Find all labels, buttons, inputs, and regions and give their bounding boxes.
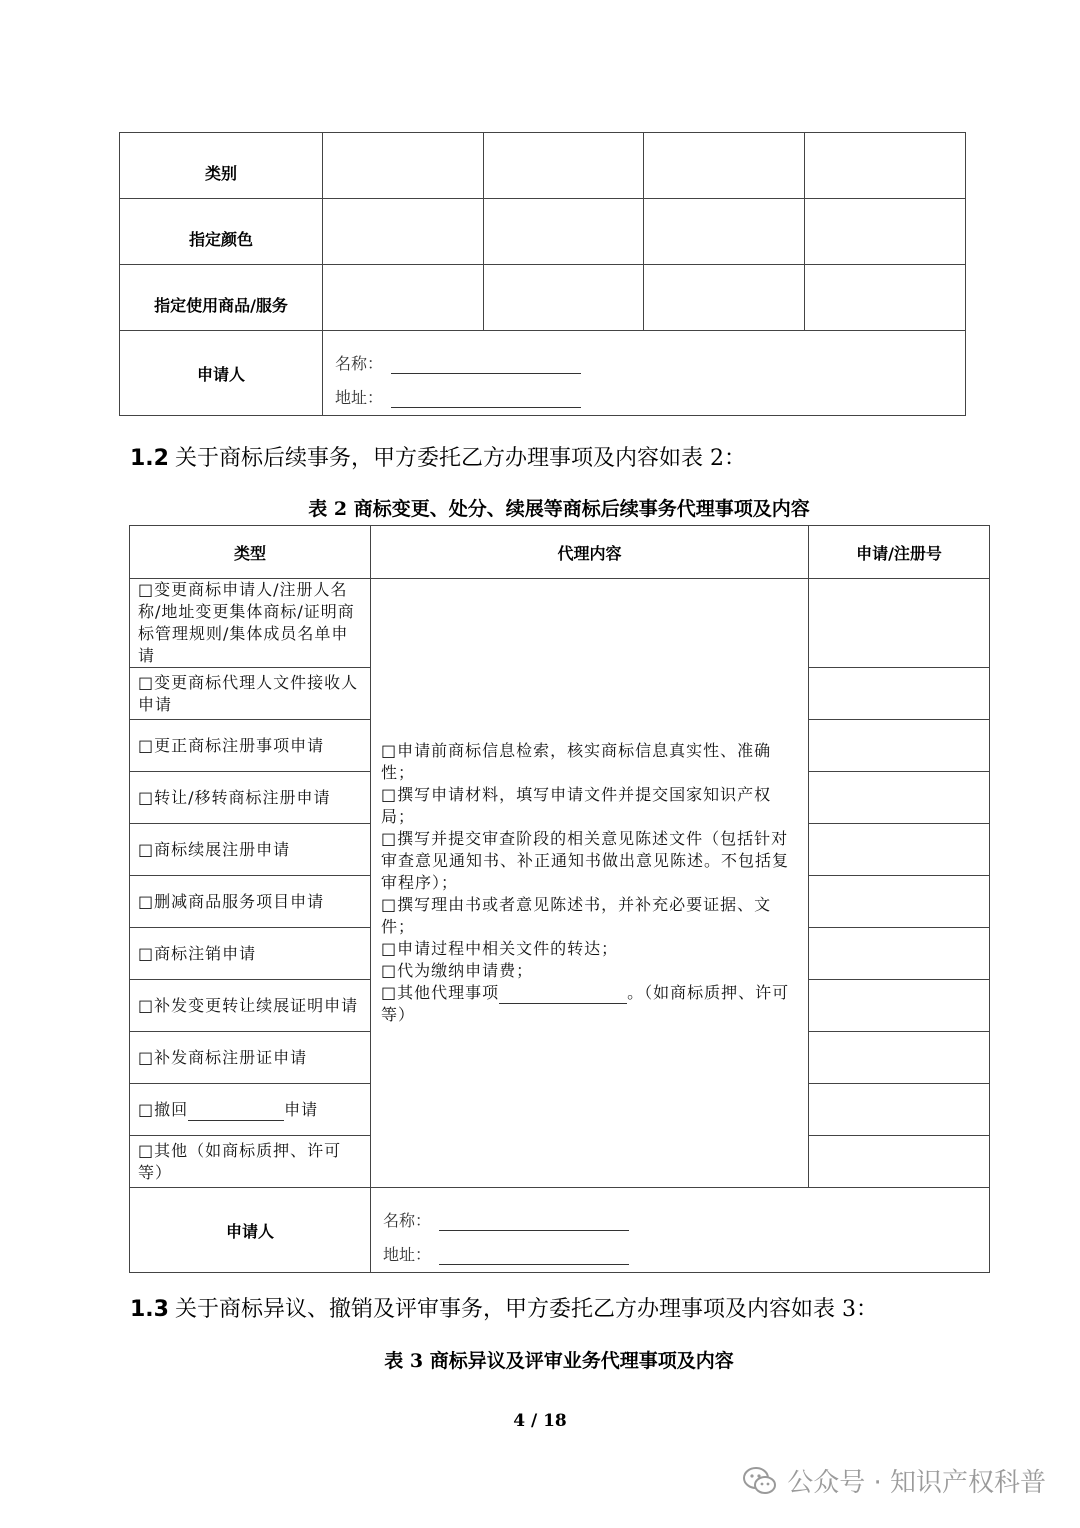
applicant-label: 申请人 — [120, 331, 323, 416]
section-heading-1-2: 1.2 关于商标后续事务，甲方委托乙方办理事项及内容如表 2： — [130, 446, 746, 471]
row-label-category: 类别 — [120, 133, 323, 199]
reg-no-cell[interactable] — [809, 824, 990, 876]
name-field[interactable]: 名称： — [371, 1195, 989, 1231]
content-item[interactable]: □代为缴纳申请费； — [381, 961, 534, 980]
type-checkbox-other[interactable]: □其他（如商标质押、许可等） — [130, 1136, 371, 1188]
content-item[interactable]: □申请前商标信息检索，核实商标信息真实性、准确性； — [381, 741, 772, 782]
table-row-applicant — [120, 331, 966, 416]
table-1 — [119, 132, 966, 416]
applicant-fields — [371, 1188, 990, 1273]
table-row — [120, 199, 966, 265]
type-checkbox-renewal[interactable]: □商标续展注册申请 — [130, 824, 371, 876]
content-item[interactable]: □撰写申请材料，填写申请文件并提交国家知识产权局； — [381, 785, 772, 826]
type-checkbox-change-applicant[interactable]: □变更商标申请人/注册人名称/地址变更集体商标/证明商标管理规则/集体成员名单申请 — [130, 579, 371, 668]
type-checkbox-change-agent[interactable]: □变更商标代理人文件接收人申请 — [130, 668, 371, 720]
table-2-caption: 表 2 商标变更、处分、续展等商标后续事务代理事项及内容 — [308, 498, 810, 520]
header-type: 类型 — [130, 526, 371, 579]
type-checkbox-correction[interactable]: □更正商标注册事项申请 — [130, 720, 371, 772]
type-checkbox-reissue-certificate[interactable]: □补发变更转让续展证明申请 — [130, 980, 371, 1032]
table-row — [130, 579, 990, 668]
reg-no-cell[interactable] — [809, 876, 990, 928]
reg-no-cell[interactable] — [809, 772, 990, 824]
type-checkbox-cancellation[interactable]: □商标注销申请 — [130, 928, 371, 980]
type-checkbox-reduce-items[interactable]: □删减商品服务项目申请 — [130, 876, 371, 928]
row-label-color: 指定颜色 — [120, 199, 323, 265]
blank-line[interactable] — [499, 987, 627, 1004]
section-heading-1-3: 1.3 关于商标异议、撤销及评审事务，甲方委托乙方办理事项及内容如表 3： — [130, 1297, 878, 1322]
reg-no-cell[interactable] — [809, 1136, 990, 1188]
table-header-row — [130, 526, 990, 579]
applicant-label: 申请人 — [130, 1188, 371, 1273]
content-item[interactable]: □申请过程中相关文件的转达； — [381, 939, 619, 958]
applicant-fields — [323, 331, 966, 416]
reg-no-cell[interactable] — [809, 980, 990, 1032]
table-row — [120, 133, 966, 199]
address-field[interactable]: 地址： — [371, 1231, 989, 1265]
watermark — [743, 1462, 1046, 1499]
table-2 — [129, 525, 990, 1273]
reg-no-cell[interactable] — [809, 668, 990, 720]
wechat-icon — [743, 1466, 777, 1496]
content-item[interactable]: □撰写理由书或者意见陈述书，并补充必要证据、文件； — [381, 895, 772, 936]
reg-no-cell[interactable] — [809, 1084, 990, 1136]
header-reg-no: 申请/注册号 — [809, 526, 990, 579]
reg-no-cell[interactable] — [809, 720, 990, 772]
table-3-caption: 表 3 商标异议及评审业务代理事项及内容 — [384, 1350, 734, 1372]
blank-line[interactable] — [188, 1104, 284, 1121]
reg-no-cell[interactable] — [809, 1032, 990, 1084]
name-field[interactable]: 名称： — [323, 338, 965, 374]
header-content: 代理内容 — [371, 526, 809, 579]
type-checkbox-transfer[interactable]: □转让/移转商标注册申请 — [130, 772, 371, 824]
reg-no-cell[interactable] — [809, 579, 990, 668]
page-number: 4 / 18 — [513, 1411, 567, 1431]
address-field[interactable]: 地址： — [323, 374, 965, 408]
agency-content — [371, 579, 809, 1188]
watermark-text: 公众号 · 知识产权科普 — [787, 1468, 1046, 1498]
content-item-other[interactable]: □其他代理事项 。（如商标质押、许可等） — [381, 983, 790, 1024]
reg-no-cell[interactable] — [809, 928, 990, 980]
table-row-applicant — [130, 1188, 990, 1273]
row-label-goods-services: 指定使用商品/服务 — [120, 265, 323, 331]
content-item[interactable]: □撰写并提交审查阶段的相关意见陈述文件（包括针对审查意见通知书、补正通知书做出意见陈述。不包括复审程序）； — [381, 829, 790, 892]
type-checkbox-reissue-registration[interactable]: □补发商标注册证申请 — [130, 1032, 371, 1084]
table-row — [120, 265, 966, 331]
type-checkbox-withdraw[interactable]: □撤回 申请 — [130, 1084, 371, 1136]
